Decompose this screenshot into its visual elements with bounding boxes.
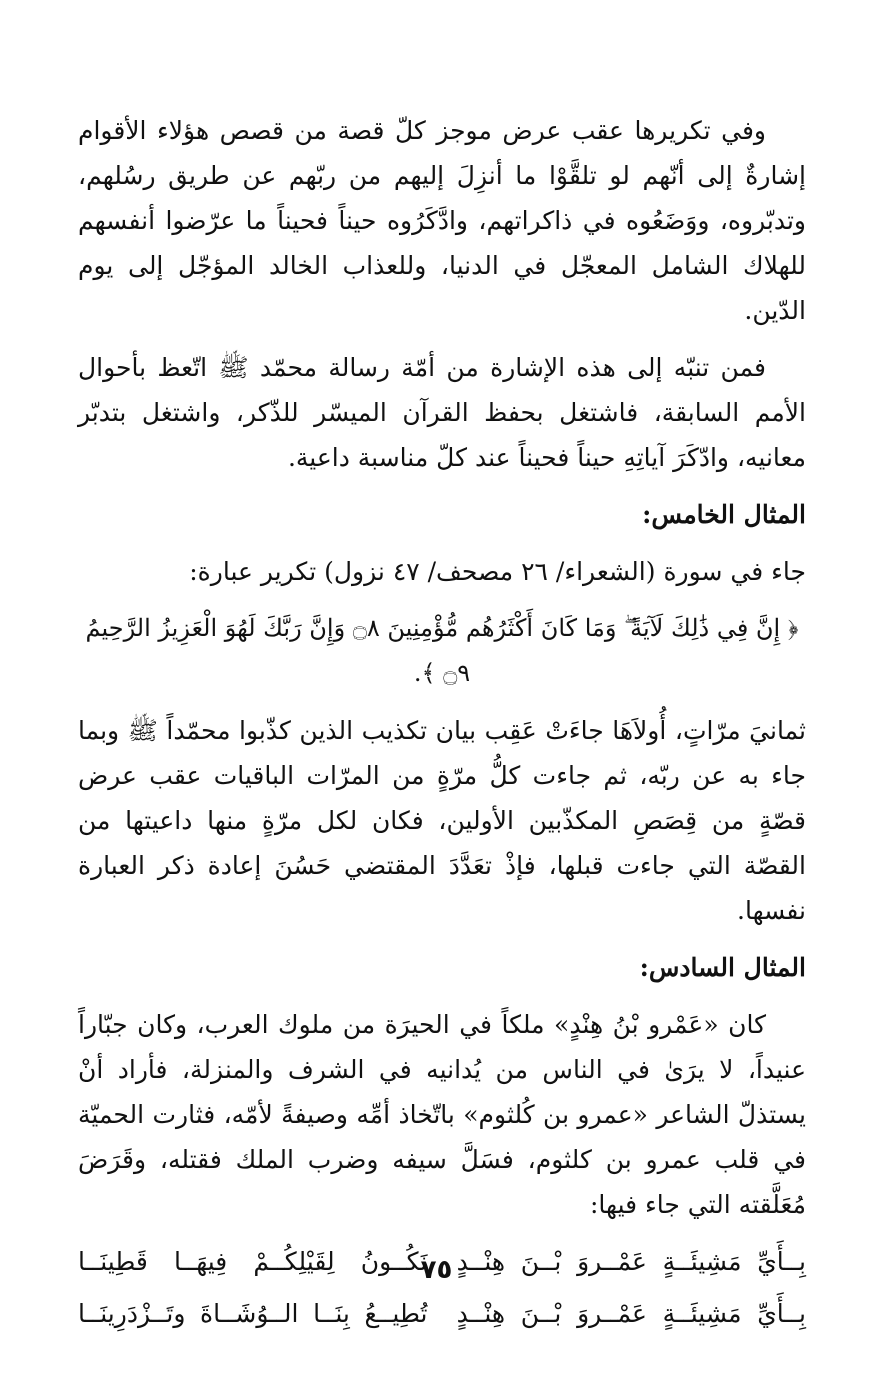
paragraph-1: وفي تكريرها عقب عرض موجز كلّ قصة من قصص هؤلاء الأقوام إشارةٌ إلى أنّهم لو تلقَّوْا ما أنزِلَ إليهم من ربّهم عن طريق رسُلهم، وتدبّروه، ووَضَعُوه في ذاكراتهم، وادَّكَرُوه حيناً فحيناً ما عرّضوا أنفسهم للهلاك الشامل المعجّل في الدنيا، وللعذاب الخالد المؤجّل إلى يوم الدّين. [78, 116, 806, 325]
page-number: ٧٥ [420, 1255, 453, 1285]
heading-example-6: المثال السادس: [639, 953, 806, 982]
poem-hemistich-second: نَكُــونُ لِقَيْلِكُــمْ فِيهَــا قَطِينَــا [78, 1247, 428, 1276]
paragraph-5: كان «عَمْرو بْنُ هِنْدٍ» ملكاً في الحيرَة من ملوك العرب، وكان جبّاراً عنيداً، لا يرَىٰ في الناس من يُدانيه في الشرف والمنزلة، فأراد أنْ يستذلّ الشاعر «عمرو بن كُلثوم» باتّخاذ أمِّه وصيفةً لأمّه، فثارت الحميّة في قلب عمرو بن كلثوم، فسَلَّ سيفه وضرب الملك فقتله، وقَرَضَ مُعَلَّقته التي جاء فيها: [78, 1010, 806, 1219]
poem-hemistich-first: بِــأَيِّ مَشِيئَــةٍ عَمْــروَ بْــنَ هِنْــدٍ [456, 1299, 806, 1328]
poem-line [78, 1291, 806, 1337]
paragraph-3: جاء في سورة (الشعراء/ ٢٦ مصحف/ ٤٧ نزول) تكرير عبارة: [189, 557, 806, 586]
poem-hemistich-first: بِــأَيِّ مَشِيئَــةٍ عَمْــروَ بْــنَ هِنْــدٍ [456, 1247, 806, 1276]
poem-hemistich-second: تُطِيــعُ بِنَــا الــوُشَــاةَ وتَــزْدَرِينَــا [78, 1299, 428, 1328]
page-body [78, 108, 806, 1343]
paragraph-4: ثمانيَ مرّاتٍ، أُولاَهَا جاءَتْ عَقِب بيان تكذيب الذين كذّبوا محمّداً ﷺ وبما جاء به عن ربّه، ثم جاءت كلُّ مرّةٍ من المرّات الباقيات عقب عرض قصّةٍ من قِصَصِ المكذّبين الأولين، فكان لكل مرّةٍ منها داعيتها من القصّة التي جاءت قبلها، فإذْ تعَدَّدَ المقتضي حَسُنَ إعادة ذكر العبارة نفسها. [78, 716, 806, 925]
quran-verse: ﴿ إِنَّ فِي ذَٰلِكَ لَآيَةً ۖ وَمَا كَانَ أَكْثَرُهُم مُّؤْمِنِينَ ۝٨ وَإِنَّ رَبَّكَ لَهُوَ الْعَزِيزُ الرَّحِيمُ ۝٩ ﴾. [85, 614, 799, 687]
poem [78, 1239, 806, 1337]
heading-example-5: المثال الخامس: [642, 500, 806, 529]
paragraph-2: فمن تنبّه إلى هذه الإشارة من أمّة رسالة محمّد ﷺ اتّعظ بأحوال الأمم السابقة، فاشتغل بحفظ القرآن الميسّر للذّكر، واشتغل بتدبّر معانيه، وادّكَرَ آياتِهِ حيناً فحيناً عند كلّ مناسبة داعية. [78, 353, 806, 472]
